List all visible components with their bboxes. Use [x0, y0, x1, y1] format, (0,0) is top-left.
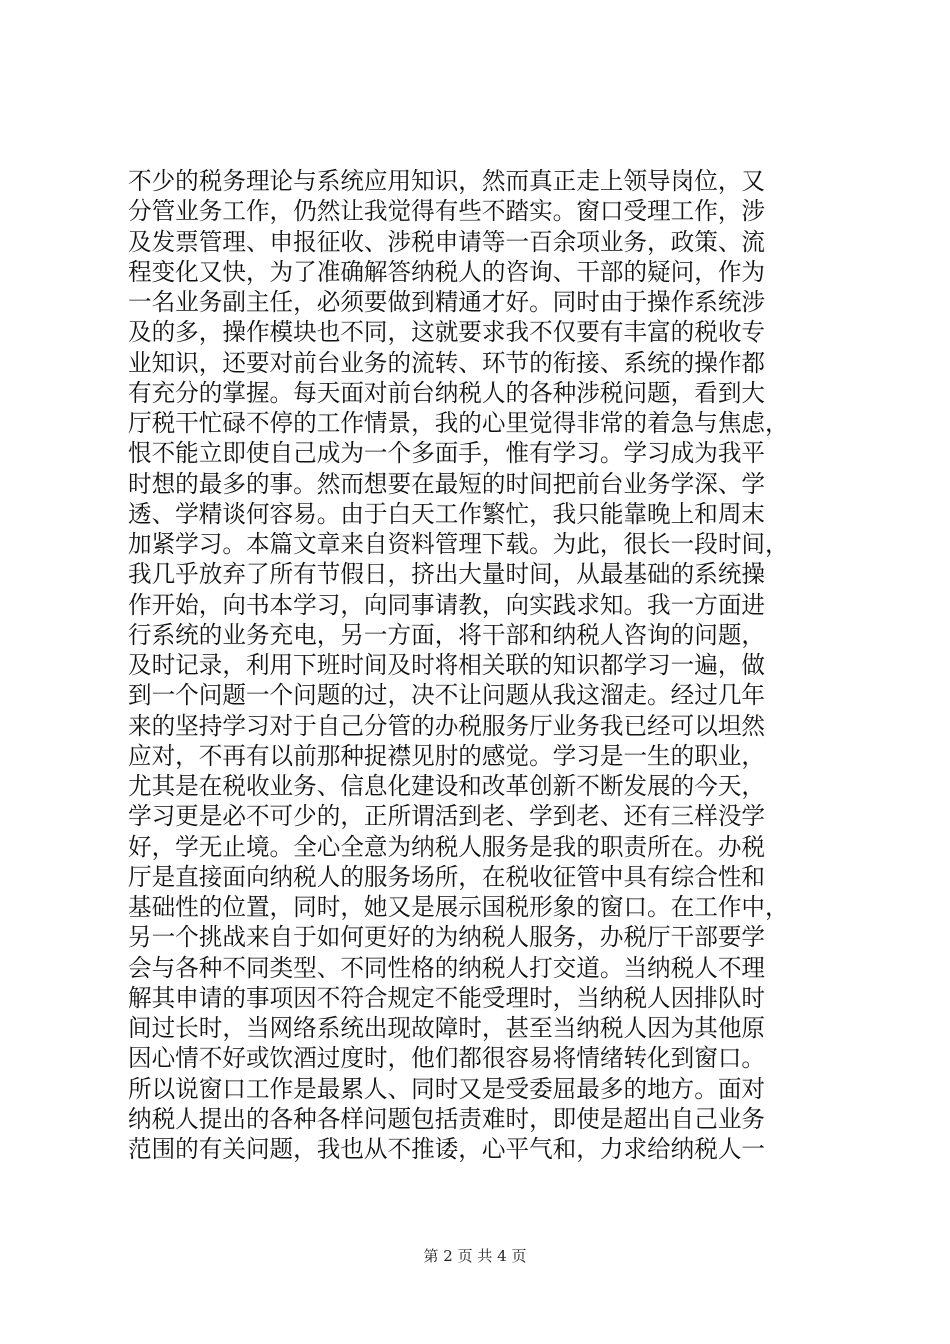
text-line: 厅税干忙碌不停的工作情景，我的心里觉得非常的着急与焦虑， — [128, 409, 789, 437]
text-line: 解其申请的事项因不符合规定不能受理时，当纳税人因排队时 — [128, 983, 766, 1012]
text-line: 另一个挑战来自于如何更好的为纳税人服务，办税厅干部要学 — [128, 923, 766, 952]
text-line: 恨不能立即使自己成为一个多面手，惟有学习。学习成为我平 — [128, 439, 766, 468]
text-line: 范围的有关问题，我也从不推诿，心平气和，力求给纳税人一 — [128, 1135, 766, 1163]
text-line: 好，学无止境。全心全意为纳税人服务是我的职责所在。办税 — [128, 832, 766, 861]
text-line: 间过长时，当网络系统出现故障时，甚至当纳税人因为其他原 — [128, 1014, 766, 1042]
text-line: 分管业务工作，仍然让我觉得有些不踏实。窗口受理工作，涉 — [128, 197, 766, 226]
text-line: 尤其是在税收业务、信息化建设和改革创新不断发展的今天， — [128, 772, 766, 800]
text-line: 时想的最多的事。然而想要在最短的时间把前台业务学深、学 — [128, 469, 766, 498]
text-line: 所以说窗口工作是最累人、同时又是受委屈最多的地方。面对 — [128, 1074, 766, 1103]
text-line: 纳税人提出的各种各样问题包括责难时，即使是超出自己业务 — [128, 1104, 766, 1133]
text-line: 及发票管理、申报征收、涉税申请等一百余项业务，政策、流 — [128, 227, 766, 256]
text-line: 加紧学习。本篇文章来自资料管理下载。为此，很长一段时间， — [128, 530, 789, 558]
text-line: 及的多，操作模块也不同，这就要求我不仅要有丰富的税收专 — [128, 318, 766, 347]
text-line: 到一个问题一个问题的过，决不让问题从我这溜走。经过几年 — [128, 681, 766, 710]
text-line: 程变化又快，为了准确解答纳税人的咨询、干部的疑问，作为 — [128, 257, 766, 286]
page-number-footer: 第 2 页 共 4 页 — [423, 1247, 527, 1265]
text-line: 有充分的掌握。每天面对前台纳税人的各种涉税问题，看到大 — [128, 378, 766, 407]
text-line: 我几乎放弃了所有节假日，挤出大量时间，从最基础的系统操 — [128, 560, 766, 589]
text-line: 不少的税务理论与系统应用知识，然而真正走上领导岗位，又 — [128, 167, 766, 195]
text-line: 会与各种不同类型、不同性格的纳税人打交道。当纳税人不理 — [128, 953, 766, 982]
text-line: 作开始，向书本学习，向同事请教，向实践求知。我一方面进 — [128, 590, 766, 619]
body-text — [128, 166, 828, 1164]
text-line: 业知识，还要对前台业务的流转、环节的衔接、系统的操作都 — [128, 348, 766, 377]
text-line: 应对，不再有以前那种捉襟见肘的感觉。学习是一生的职业， — [128, 741, 766, 770]
text-line: 因心情不好或饮酒过度时，他们都很容易将情绪转化到窗口。 — [128, 1044, 766, 1073]
text-line: 学习更是必不可少的，正所谓活到老、学到老、还有三样没学 — [128, 802, 766, 831]
text-line: 一名业务副主任，必须要做到精通才好。同时由于操作系统涉 — [128, 288, 766, 316]
text-line: 及时记录，利用下班时间及时将相关联的知识都学习一遍，做 — [128, 651, 766, 679]
text-line: 基础性的位置，同时，她又是展示国税形象的窗口。在工作中， — [128, 893, 789, 921]
text-line: 厅是直接面向纳税人的服务场所，在税收征管中具有综合性和 — [128, 862, 766, 891]
text-line: 透、学精谈何容易。由于白天工作繁忙，我只能靠晚上和周末 — [128, 499, 766, 528]
text-line: 来的坚持学习对于自己分管的办税服务厅业务我已经可以坦然 — [128, 711, 766, 740]
text-line: 行系统的业务充电，另一方面，将干部和纳税人咨询的问题， — [128, 620, 766, 649]
